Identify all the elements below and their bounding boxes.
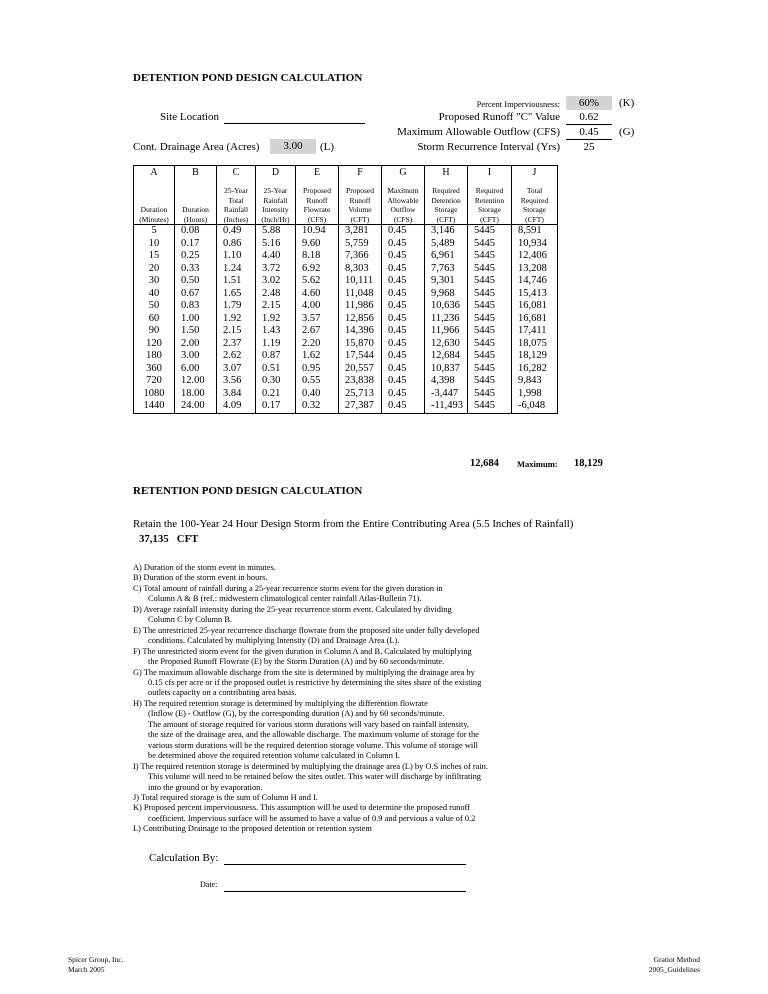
table-cell: 5445 <box>468 300 512 313</box>
table-cell: 12,684 <box>425 350 468 363</box>
table-cell: 3,146 <box>425 225 468 238</box>
column-header-line: Detention <box>431 195 461 205</box>
table-cell: 1.79 <box>217 300 256 313</box>
table-cell: 5445 <box>468 363 512 376</box>
column-header-line: Maximum <box>387 186 419 195</box>
table-cell: 10,636 <box>425 300 468 313</box>
table-cell: 0.45 <box>382 338 425 351</box>
table-row <box>134 325 558 338</box>
date-field[interactable] <box>224 891 466 892</box>
note-line: G) The maximum allowable discharge from the site is determined by multiplying the drainage area by <box>133 667 475 677</box>
table-row <box>134 225 558 238</box>
note-line: Column C by Column B. <box>148 615 232 625</box>
table-cell: 0.45 <box>382 350 425 363</box>
table-cell: 0.95 <box>296 363 339 376</box>
table-cell: 12,630 <box>425 338 468 351</box>
table-cell: 0.83 <box>175 300 217 313</box>
table-cell: 120 <box>134 338 175 351</box>
table-cell: 23,838 <box>339 375 382 388</box>
column-header-line: Flowrate <box>303 205 331 214</box>
note-line: D) Average rainfall intensity during the 25-year recurrence storm event. Calculated by dividing <box>133 604 452 614</box>
storm-interval-label: Storm Recurrence Interval (Yrs) <box>417 141 560 153</box>
column-header-line: (CFT) <box>525 214 544 224</box>
footer-date: March 2005 <box>68 964 105 974</box>
table-cell: 180 <box>134 350 175 363</box>
column-header-line: Required <box>432 186 460 195</box>
max-outflow-note: (G) <box>619 126 635 138</box>
table-cell: 11,986 <box>339 300 382 313</box>
table-row <box>134 375 558 388</box>
table-cell: 24.00 <box>175 400 217 413</box>
table-cell: 0.45 <box>382 263 425 276</box>
column-header-line <box>175 196 216 206</box>
table-cell: 0.25 <box>175 250 217 263</box>
column-header-line: 25-Year <box>263 186 288 195</box>
table-cell: 1.65 <box>217 288 256 301</box>
calc-by-label: Calculation By: <box>149 852 219 864</box>
column-header-line: Storage <box>523 205 546 214</box>
table-cell: 1440 <box>134 400 175 413</box>
table-cell: 4,398 <box>425 375 468 388</box>
table-cell: 0.67 <box>175 288 217 301</box>
table-cell: 16,081 <box>512 300 558 313</box>
column-header <box>425 178 468 225</box>
note-line: into the ground or by evaporation. <box>148 782 263 792</box>
column-header-line: (Hours) <box>183 214 208 224</box>
note-line: C) Total amount of rainfall during a 25-year recurrence storm event for the given duration in <box>133 583 443 593</box>
column-header <box>134 178 175 225</box>
table-cell: 18,129 <box>512 350 558 363</box>
table-cell: 5445 <box>468 288 512 301</box>
table-cell: 1.19 <box>256 338 296 351</box>
note-line: the Proposed Runoff Flowrate (E) by the Storm Duration (A) and by 60 seconds/minute. <box>148 657 445 667</box>
table-cell: -11,493 <box>425 400 468 413</box>
column-header-line: Retention <box>474 195 505 205</box>
table-cell: 5.88 <box>256 225 296 238</box>
table-row <box>134 250 558 263</box>
table-cell: 10,837 <box>425 363 468 376</box>
column-letter: J <box>512 166 558 179</box>
table-row <box>134 313 558 326</box>
note-line: A) Duration of the storm event in minutes. <box>133 563 276 572</box>
table-cell: 0.50 <box>175 275 217 288</box>
column-header-line: Proposed <box>346 186 374 195</box>
table-cell: 0.17 <box>256 400 296 413</box>
table-cell: 3.00 <box>175 350 217 363</box>
table-cell: 5445 <box>468 350 512 363</box>
footer-left <box>68 955 123 974</box>
column-header <box>217 178 256 225</box>
table-cell: 25,713 <box>339 388 382 401</box>
footer-company: Spicer Group, Inc. <box>68 955 124 964</box>
table-cell: 1.51 <box>217 275 256 288</box>
table-cell: 5.62 <box>296 275 339 288</box>
table-cell: 0.45 <box>382 238 425 251</box>
table-row <box>134 400 558 413</box>
column-header-line: Duration <box>140 205 168 214</box>
note-line: outlets capacity on a contributing area basis. <box>148 688 297 698</box>
note-line: Column A & B (ref.: midwestern climatological center rainfall Atlas-Bulletin 71). <box>148 594 422 604</box>
max-outflow-label: Maximum Allowable Outflow (CFS) <box>397 126 560 138</box>
column-header <box>339 178 382 225</box>
table-cell: 0.87 <box>256 350 296 363</box>
table-cell: 40 <box>134 288 175 301</box>
table-cell: 2.48 <box>256 288 296 301</box>
column-header <box>256 178 296 225</box>
column-header-line: 25-Year <box>224 186 248 195</box>
table-cell: 3.07 <box>217 363 256 376</box>
summary-max-label: Maximum: <box>517 459 558 469</box>
table-cell: 0.86 <box>217 238 256 251</box>
column-header-line: (CFS) <box>393 214 413 224</box>
table-cell: 12,406 <box>512 250 558 263</box>
column-header-line: Rainfall <box>223 205 249 214</box>
site-location-field[interactable] <box>224 123 365 124</box>
column-header-line: Storage <box>434 205 458 214</box>
column-header-line: (Inches) <box>223 214 249 224</box>
table-cell: 6,961 <box>425 250 468 263</box>
table-cell: 0.45 <box>382 225 425 238</box>
table-cell: 1.92 <box>256 313 296 326</box>
table-cell: 720 <box>134 375 175 388</box>
table-row <box>134 350 558 363</box>
table-row <box>134 363 558 376</box>
table-cell: 30 <box>134 275 175 288</box>
note-line: (Inflow (E) - Outflow (G), by the corresponding duration (A) and by 60 seconds/minute. <box>148 709 445 719</box>
column-header-line: Allowable <box>387 195 419 205</box>
column-header-line <box>134 196 174 206</box>
table-cell: 18,075 <box>512 338 558 351</box>
column-letter: F <box>339 166 382 179</box>
table-cell: 3.56 <box>217 375 256 388</box>
column-header-line: Required <box>520 195 549 205</box>
column-letters-row <box>134 166 558 179</box>
pct-imperv-value[interactable]: 60% <box>566 96 612 110</box>
table-cell: 0.51 <box>256 363 296 376</box>
column-header-line: Volume <box>348 205 372 214</box>
column-header-line <box>134 186 174 196</box>
summary-h-value: 12,684 <box>470 458 499 469</box>
note-line: E) The unrestricted 25-year recurrence discharge flowrate from the proposed site under fully developed <box>133 625 480 635</box>
table-cell: 0.45 <box>382 275 425 288</box>
column-header-line: Total <box>228 195 244 205</box>
column-header-line: Duration <box>182 205 209 214</box>
table-cell: 2.00 <box>175 338 217 351</box>
drainage-area-value[interactable]: 3.00 <box>270 139 316 154</box>
table-cell: 0.45 <box>382 313 425 326</box>
table-cell: 0.08 <box>175 225 217 238</box>
table-cell: 13,208 <box>512 263 558 276</box>
table-cell: 1.24 <box>217 263 256 276</box>
note-line: This volume will need to be retained below the sites outlet. This water will discharge by infiltrating <box>148 772 481 782</box>
table-row <box>134 288 558 301</box>
table-cell: 17,544 <box>339 350 382 363</box>
note-line: the size of the drainage area, and the allowable discharge. The maximum volume of storage for the <box>148 730 479 740</box>
table-cell: 11,048 <box>339 288 382 301</box>
max-outflow-value: 0.45 <box>579 126 599 138</box>
table-cell: 5,759 <box>339 238 382 251</box>
column-letter: A <box>134 166 175 179</box>
table-cell: 3.02 <box>256 275 296 288</box>
runoff-c-underline <box>566 124 612 125</box>
notes-list <box>133 563 633 835</box>
table-cell: 4.40 <box>256 250 296 263</box>
table-cell: 8,591 <box>512 225 558 238</box>
detention-title: DETENTION POND DESIGN CALCULATION <box>133 72 363 84</box>
table-cell: 5445 <box>468 275 512 288</box>
column-header-line: (Minutes) <box>139 214 169 224</box>
table-row <box>134 263 558 276</box>
table-cell: 2.67 <box>296 325 339 338</box>
retention-title: RETENTION POND DESIGN CALCULATION <box>133 485 363 497</box>
table-cell: 2.15 <box>256 300 296 313</box>
retention-value: 37,135 CFT <box>139 533 199 545</box>
table-cell: 9,968 <box>425 288 468 301</box>
max-outflow-underline <box>566 139 612 140</box>
table-cell: 5445 <box>468 375 512 388</box>
table-cell: 18.00 <box>175 388 217 401</box>
column-header-line: Proposed <box>303 186 331 195</box>
table-cell: 1,998 <box>512 388 558 401</box>
table-cell: 2.62 <box>217 350 256 363</box>
table-cell: 2.20 <box>296 338 339 351</box>
detention-table <box>133 165 558 414</box>
table-cell: 15,870 <box>339 338 382 351</box>
table-cell: 0.30 <box>256 375 296 388</box>
table-cell: 360 <box>134 363 175 376</box>
table-cell: 15,413 <box>512 288 558 301</box>
column-header <box>296 178 339 225</box>
table-cell: 3.72 <box>256 263 296 276</box>
table-cell: 0.45 <box>382 325 425 338</box>
column-header-line <box>175 186 216 196</box>
note-line: F) The unrestricted storm event for the given duration in Column A and B. Calculated by multiplying <box>133 646 472 656</box>
table-cell: 1.92 <box>217 313 256 326</box>
table-cell: 50 <box>134 300 175 313</box>
table-cell: 5445 <box>468 225 512 238</box>
table-cell: 3.57 <box>296 313 339 326</box>
column-header-line: Required <box>475 186 504 195</box>
pct-imperv-label: Percent Imperviousness: <box>476 99 560 109</box>
column-header <box>175 178 217 225</box>
table-cell: 0.45 <box>382 375 425 388</box>
table-cell: 0.55 <box>296 375 339 388</box>
table-cell: 9.60 <box>296 238 339 251</box>
table-cell: 8,303 <box>339 263 382 276</box>
note-line: H) The required retention storage is determined by multiplying the differention flowrate <box>133 698 428 708</box>
column-header-line: Runoff <box>349 195 371 205</box>
column-letter: B <box>175 166 217 179</box>
column-header-line: (CFS) <box>307 214 327 224</box>
table-row <box>134 300 558 313</box>
column-header-line: Storage <box>478 205 501 214</box>
table-cell: 5.16 <box>256 238 296 251</box>
column-header-line: (CFT) <box>350 214 370 224</box>
table-cell: -3,447 <box>425 388 468 401</box>
table-cell: 6.92 <box>296 263 339 276</box>
runoff-c-label: Proposed Runoff "C" Value <box>438 111 560 123</box>
table-cell: 9,301 <box>425 275 468 288</box>
table-cell: 0.45 <box>382 363 425 376</box>
table-cell: 4.60 <box>296 288 339 301</box>
note-line: various storm durations will be the required detention storage volume. This volume of storage will <box>148 740 478 750</box>
column-letter: I <box>468 166 512 179</box>
table-row <box>134 238 558 251</box>
table-cell: 0.33 <box>175 263 217 276</box>
table-cell: 20 <box>134 263 175 276</box>
note-line: be determined above the required retention volume calculated in Column I. <box>148 751 400 761</box>
table-cell: 1080 <box>134 388 175 401</box>
table-row <box>134 275 558 288</box>
table-cell: 0.49 <box>217 225 256 238</box>
calc-by-field[interactable] <box>224 864 466 865</box>
table-cell: 12,856 <box>339 313 382 326</box>
table-cell: 1.10 <box>217 250 256 263</box>
table-cell: 7,366 <box>339 250 382 263</box>
table-cell: 5445 <box>468 388 512 401</box>
table-cell: 90 <box>134 325 175 338</box>
table-cell: 3,281 <box>339 225 382 238</box>
note-line: conditions. Calculated by multiplying Intensity (D) and Drainage Area (L). <box>148 636 400 646</box>
table-cell: 7,763 <box>425 263 468 276</box>
table-cell: 0.45 <box>382 300 425 313</box>
runoff-c-value: 0.62 <box>579 111 599 123</box>
table-cell: -6,048 <box>512 400 558 413</box>
column-header <box>382 178 425 225</box>
table-cell: 10,934 <box>512 238 558 251</box>
table-cell: 10 <box>134 238 175 251</box>
table-cell: 2.15 <box>217 325 256 338</box>
storm-interval-value: 25 <box>583 141 595 153</box>
column-header-line: (CFT) <box>480 214 499 224</box>
table-cell: 5445 <box>468 338 512 351</box>
table-cell: 0.45 <box>382 400 425 413</box>
table-cell: 4.00 <box>296 300 339 313</box>
note-line: J) Total required storage is the sum of Column H and I. <box>133 792 318 802</box>
table-cell: 0.45 <box>382 288 425 301</box>
table-cell: 0.40 <box>296 388 339 401</box>
table-cell: 27,387 <box>339 400 382 413</box>
column-header-line: Runoff <box>306 195 328 205</box>
table-cell: 5445 <box>468 250 512 263</box>
column-header-line: Outflow <box>390 205 416 214</box>
column-header-line: (Inch/Hr) <box>261 214 290 224</box>
pct-imperv-note: (K) <box>619 97 635 109</box>
note-line: The amount of storage required for various storm durations will vary based on rainfall intensity, <box>148 719 470 729</box>
table-cell: 5445 <box>468 400 512 413</box>
column-letter: D <box>256 166 296 179</box>
table-cell: 60 <box>134 313 175 326</box>
table-cell: 14,396 <box>339 325 382 338</box>
table-cell: 16,681 <box>512 313 558 326</box>
retention-text: Retain the 100-Year 24 Hour Design Storm from the Entire Contributing Area (5.5 Inches of Rainfall) <box>133 518 574 530</box>
table-cell: 0.21 <box>256 388 296 401</box>
column-letter: C <box>217 166 256 179</box>
table-cell: 20,557 <box>339 363 382 376</box>
column-header-line: Intensity <box>262 205 289 214</box>
table-row <box>134 338 558 351</box>
table-cell: 14,746 <box>512 275 558 288</box>
table-row <box>134 388 558 401</box>
table-cell: 9,843 <box>512 375 558 388</box>
column-header <box>512 178 558 225</box>
note-line: B) Duration of the storm event in hours. <box>133 573 268 583</box>
table-cell: 4.09 <box>217 400 256 413</box>
summary-max-value: 18,129 <box>574 458 603 469</box>
table-cell: 0.32 <box>296 400 339 413</box>
table-cell: 0.17 <box>175 238 217 251</box>
column-header-line: Rainfall <box>263 195 288 205</box>
footer-guidelines: 2005_Guidelines <box>648 964 700 974</box>
table-cell: 11,966 <box>425 325 468 338</box>
table-cell: 5 <box>134 225 175 238</box>
drainage-area-note: (L) <box>320 141 335 153</box>
table-cell: 1.62 <box>296 350 339 363</box>
table-cell: 12.00 <box>175 375 217 388</box>
table-cell: 1.43 <box>256 325 296 338</box>
table-cell: 5445 <box>468 313 512 326</box>
table-cell: 0.45 <box>382 388 425 401</box>
column-letter: G <box>382 166 425 179</box>
footer-right <box>600 955 700 974</box>
table-cell: 15 <box>134 250 175 263</box>
table-cell: 1.50 <box>175 325 217 338</box>
table-cell: 8.18 <box>296 250 339 263</box>
table-cell: 2.37 <box>217 338 256 351</box>
note-line: 0.15 cfs per acre or if the proposed outlet is restrictive by determining the sites share of the existing <box>148 677 482 687</box>
table-cell: 5445 <box>468 325 512 338</box>
table-cell: 16,282 <box>512 363 558 376</box>
column-header-line: Total <box>526 186 543 195</box>
note-line: K) Proposed percent imperviousness. This assumption will be used to determine the proposed runoff <box>133 803 470 813</box>
table-cell: 5445 <box>468 263 512 276</box>
table-cell: 10.94 <box>296 225 339 238</box>
column-letter: E <box>296 166 339 179</box>
table-cell: 0.45 <box>382 250 425 263</box>
column-header-line: (CFT) <box>436 214 456 224</box>
date-label: Date: <box>200 880 218 889</box>
table-cell: 11,236 <box>425 313 468 326</box>
table-cell: 17,411 <box>512 325 558 338</box>
table-cell: 5,489 <box>425 238 468 251</box>
table-cell: 6.00 <box>175 363 217 376</box>
note-line: L) Contributing Drainage to the proposed detention or retention system <box>133 824 372 834</box>
table-cell: 5445 <box>468 238 512 251</box>
footer-method: Gratiot Method <box>653 955 700 964</box>
table-cell: 10,111 <box>339 275 382 288</box>
note-line: I) The required retention storage is determined by multiplying the drainage area (L) by O.S inches of rain. <box>133 761 488 771</box>
column-headers-row <box>134 178 558 225</box>
column-letter: H <box>425 166 468 179</box>
drainage-area-label: Cont. Drainage Area (Acres) <box>133 141 260 153</box>
site-location-label: Site Location <box>160 111 219 123</box>
table-cell: 1.00 <box>175 313 217 326</box>
note-line: coefficient. Impervious surface will be assumed to have a value of 0.9 and pervious a value of 0.2 <box>148 813 476 823</box>
table-cell: 3.84 <box>217 388 256 401</box>
column-header <box>468 178 512 225</box>
